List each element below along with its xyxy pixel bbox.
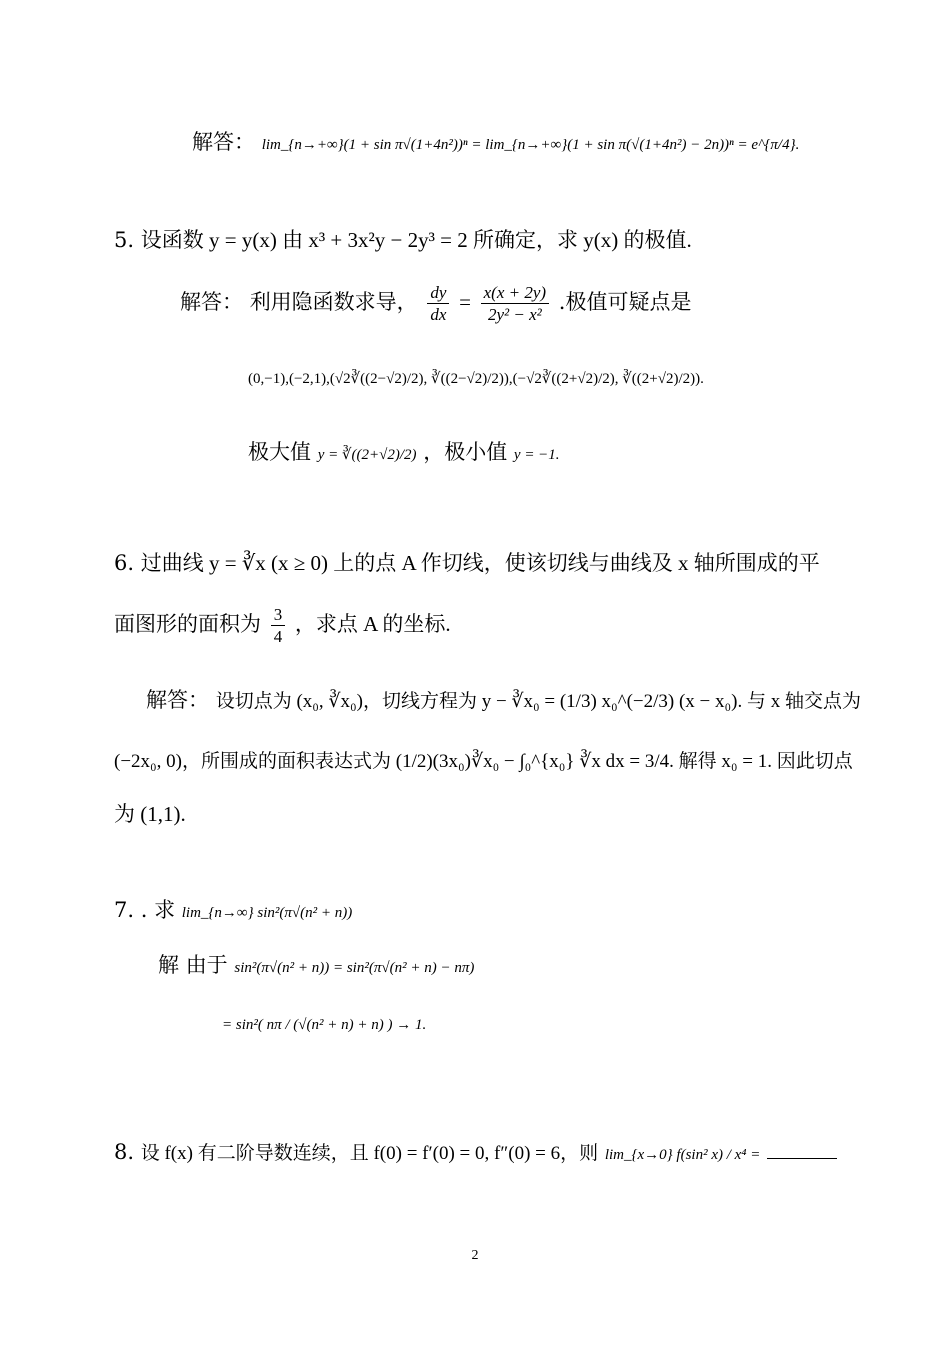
q4-answer-math: lim_{n→+∞}(1 + sin π√(1+4n²))ⁿ = lim_{n→+∞}(1 + sin π(√(1+4n²) − 2n))ⁿ = e^{π/4}. — [261, 137, 800, 153]
q6-stem1: 过曲线 y = ∛x (x ≥ 0) 上的点 A 作切线，使该切线与曲线及 x 轴所围成的平 — [140, 551, 820, 575]
q6-stem2-post: ，求点 A 的坐标. — [294, 612, 451, 636]
q6-number: 6. — [114, 551, 135, 575]
q7-solution-line1 — [158, 955, 474, 976]
q5-min-value: y = −1. — [513, 447, 560, 463]
q5-extrema — [248, 442, 560, 463]
q5-stem — [114, 230, 692, 251]
q5-derivative-rhs — [481, 284, 549, 323]
q8-number: 8. — [114, 1140, 135, 1164]
q7-step1: sin²(π√(n² + n)) = sin²(π√(n² + n) − nπ) — [234, 960, 475, 976]
q6-stem-line1 — [114, 553, 820, 574]
q5-answer-label: 解答： — [180, 290, 243, 314]
q5-derivative-lhs-num: dy — [427, 284, 449, 304]
q5-derivative-lhs-den: dx — [430, 305, 447, 324]
q4-answer-label: 解答： — [192, 130, 255, 154]
q5-answer-text1: 利用隐函数求导， — [249, 290, 418, 314]
q8-stem — [114, 1142, 837, 1163]
q6-answer2: (−2x₀, 0)，所围成的面积表达式为 (1/2)(3x₀)∛x₀ − ∫₀^{x₀} ∛x dx = 3/4. 解得 x₀ = 1. 因此切点 — [114, 751, 853, 772]
q4-answer — [192, 132, 799, 153]
q5-derivative-lhs — [427, 284, 449, 323]
q5-derivative-rhs-den: 2y² − x² — [487, 305, 542, 324]
q6-area-fraction — [271, 606, 286, 645]
q5-max-value: y = ∛((2+√2)/2) — [317, 447, 417, 463]
q5-derivative-rhs-num: x(x + 2y) — [481, 284, 549, 304]
q7-number: 7. . — [114, 898, 148, 922]
q5-min-label: ，极小值 — [423, 440, 508, 464]
q8-answer-blank — [767, 1158, 837, 1159]
q7-step2: = sin²( nπ / (√(n² + n) + n) ) → 1. — [222, 1017, 427, 1033]
q5-stem-text: 设函数 y = y(x) 由 x³ + 3x²y − 2y³ = 2 所确定，求 y(x) 的极值. — [140, 228, 692, 252]
q6-answer-label: 解答： — [146, 688, 209, 712]
q7-solution-text: 由于 — [185, 953, 228, 977]
q5-critical-points: (0,−1),(−2,1),(√2∛((2−√2)/2), ∛((2−√2)/2)),(−√2∛((2+√2)/2), ∛((2+√2)/2)). — [248, 371, 704, 387]
q6-stem-line2 — [114, 606, 451, 645]
q5-number: 5. — [114, 228, 135, 252]
q8-limit-expr: lim_{x→0} f(sin² x) / x⁴ = — [604, 1147, 761, 1163]
q5-max-label: 极大值 — [248, 440, 311, 464]
page-number: 2 — [471, 1248, 479, 1263]
q6-answer-line1 — [146, 690, 861, 711]
q6-frac-num: 3 — [271, 606, 286, 626]
q7-stem — [114, 900, 352, 921]
q6-answer1: 设切点为 (x₀, ∛x₀)，切线方程为 y − ∛x₀ = (1/3) x₀^(−2/3) (x − x₀). 与 x 轴交点为 — [215, 691, 861, 712]
q6-frac-den: 4 — [273, 627, 283, 646]
q6-answer3: 为 (1,1). — [114, 802, 186, 826]
q7-stem-text: 求 — [154, 898, 176, 922]
q5-answer-text2: .极值可疑点是 — [558, 290, 692, 314]
q5-answer-line1: 解答： 利用隐函数求导， $\frac{dy}{dx}$ = $\frac{x(x + 2y)}{\text{2y² − x²}}$ .极值可疑点是 — [180, 283, 692, 324]
q7-stem-math: lim_{n→∞} sin²(π√(n² + n)) — [181, 905, 353, 921]
q6-stem2-pre: 面图形的面积为 — [114, 612, 261, 636]
q8-stem-text: 设 f(x) 有二阶导数连续，且 f(0) = f′(0) = 0, f″(0) = 6，则 — [140, 1143, 599, 1164]
q7-solution-label: 解 — [158, 953, 179, 977]
